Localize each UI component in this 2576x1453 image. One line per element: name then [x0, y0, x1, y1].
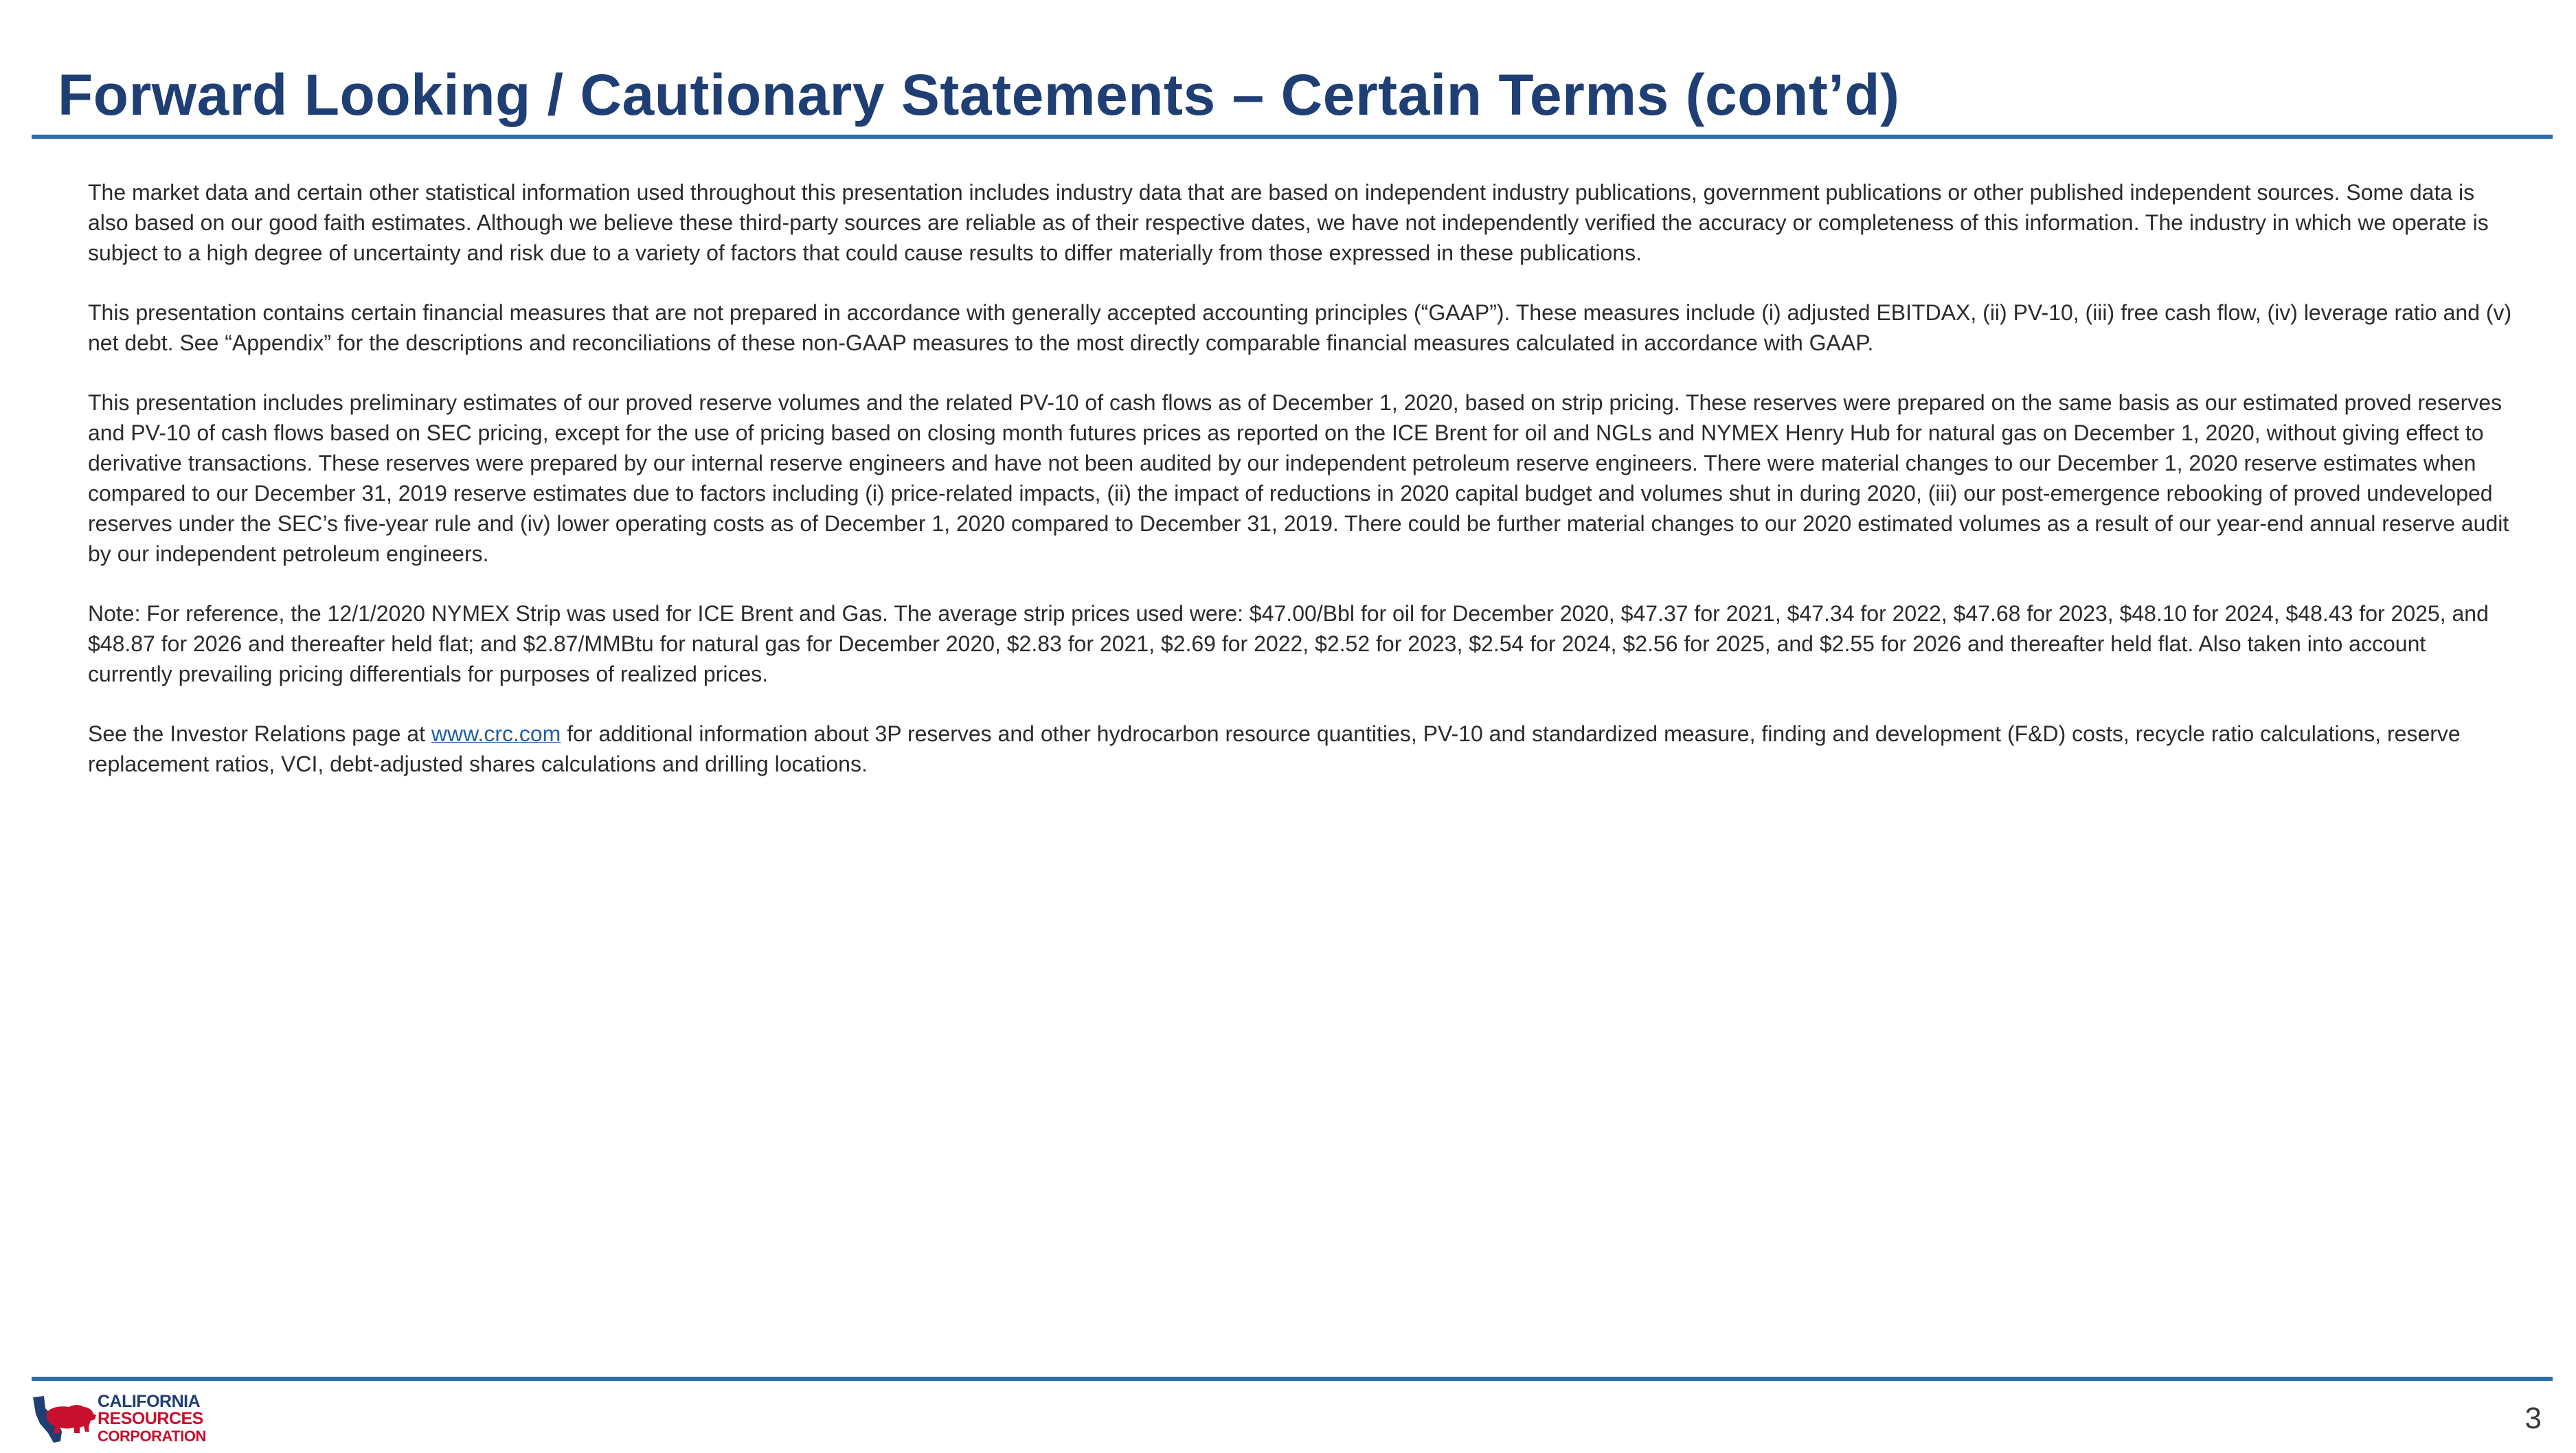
paragraph-strip-pricing-note: Note: For reference, the 12/1/2020 NYMEX Strip was used for ICE Brent and Gas. The average strip prices used were: $47.00/Bbl for oil for December 2020, $47.37 for 2021, $47.34 for 2022, $47.68 for 2023, $48.10 for 2024, $48.43 for 2025, and $48.87 for 2026 and thereafter held flat; and $2.87/MMBtu for natural gas for December 2020, $2.83 for 2021, $2.69 for 2022, $2.52 for 2023, $2.54 for 2024, $2.56 for 2025, and $2.55 for 2026 and thereafter held flat. Also taken into account currently prevailing pricing differentials for purposes of realized prices. — [88, 601, 2489, 686]
logo-line-corporation: CORPORATION — [98, 1428, 206, 1445]
page-number: 3 — [2524, 1401, 2542, 1435]
logo-line-california: CALIFORNIA — [98, 1392, 201, 1411]
company-logo-wordmark — [98, 1393, 206, 1445]
investor-relations-text-before: See the Investor Relations page at — [88, 721, 431, 746]
california-bear-icon — [30, 1393, 99, 1444]
slide-title: Forward Looking / Cautionary Statements – Certain Terms (cont’d) — [58, 63, 1900, 127]
paragraph-reserve-estimates: This presentation includes preliminary estimates of our proved reserve volumes and the related PV-10 of cash flows as of December 1, 2020, based on strip pricing. These reserves were prepared on the same basis as our estimated proved reserves and PV-10 of cash flows based on SEC pricing, except for the use of pricing based on closing month futures prices as reported on the ICE Brent for oil and NGLs and NYMEX Henry Hub for natural gas on December 1, 2020, without giving effect to derivative transactions. These reserves were prepared by our internal reserve engineers and have not been audited by our independent petroleum reserve engineers. There were material changes to our December 1, 2020 reserve estimates when compared to our December 31, 2019 reserve estimates due to factors including (i) price-related impacts, (ii) the impact of reductions in 2020 capital budget and volumes shut in during 2020, (iii) our post-emergence rebooking of proved undeveloped reserves under the SEC’s five-year rule and (iv) lower operating costs as of December 1, 2020 compared to December 31, 2019. There could be further material changes to our 2020 estimated volumes as a result of our year-end annual reserve audit by our independent petroleum engineers. — [88, 390, 2509, 566]
disclaimer-body — [88, 177, 2513, 809]
paragraph-non-gaap: This presentation contains certain financial measures that are not prepared in accordance with generally accepted accounting principles (“GAAP”). These measures include (i) adjusted EBITDAX, (ii) PV-10, (iii) free cash flow, (iv) leverage ratio and (v) net debt. See “Appendix” for the descriptions and reconciliations of these non-GAAP measures to the most directly comparable financial measures calculated in accordance with GAAP. — [88, 300, 2512, 355]
logo-line-resources: RESOURCES — [98, 1409, 203, 1428]
paragraph-investor-relations — [88, 719, 2513, 779]
footer-divider — [32, 1377, 2553, 1381]
title-divider — [32, 135, 2553, 139]
company-logo — [30, 1389, 229, 1448]
crc-website-link[interactable]: www.crc.com — [431, 721, 561, 746]
investor-relations-text-after: for additional information about 3P reserves and other hydrocarbon resource quantities, PV-10 and standardized measure, finding and development (F&D) costs, recycle ratio calculations, reserve replacement ratios, VCI, debt-adjusted shares calculations and drilling locations. — [88, 721, 2461, 776]
paragraph-market-data: The market data and certain other statistical information used throughout this presentation includes industry data that are based on independent industry publications, government publications or other published independent sources. Some data is also based on our good faith estimates. Although we believe these third-party sources are reliable as of their respective dates, we have not independently verified the accuracy or completeness of this information. The industry in which we operate is subject to a high degree of uncertainty and risk due to a variety of factors that could cause results to differ materially from those expressed in these publications. — [88, 180, 2489, 265]
